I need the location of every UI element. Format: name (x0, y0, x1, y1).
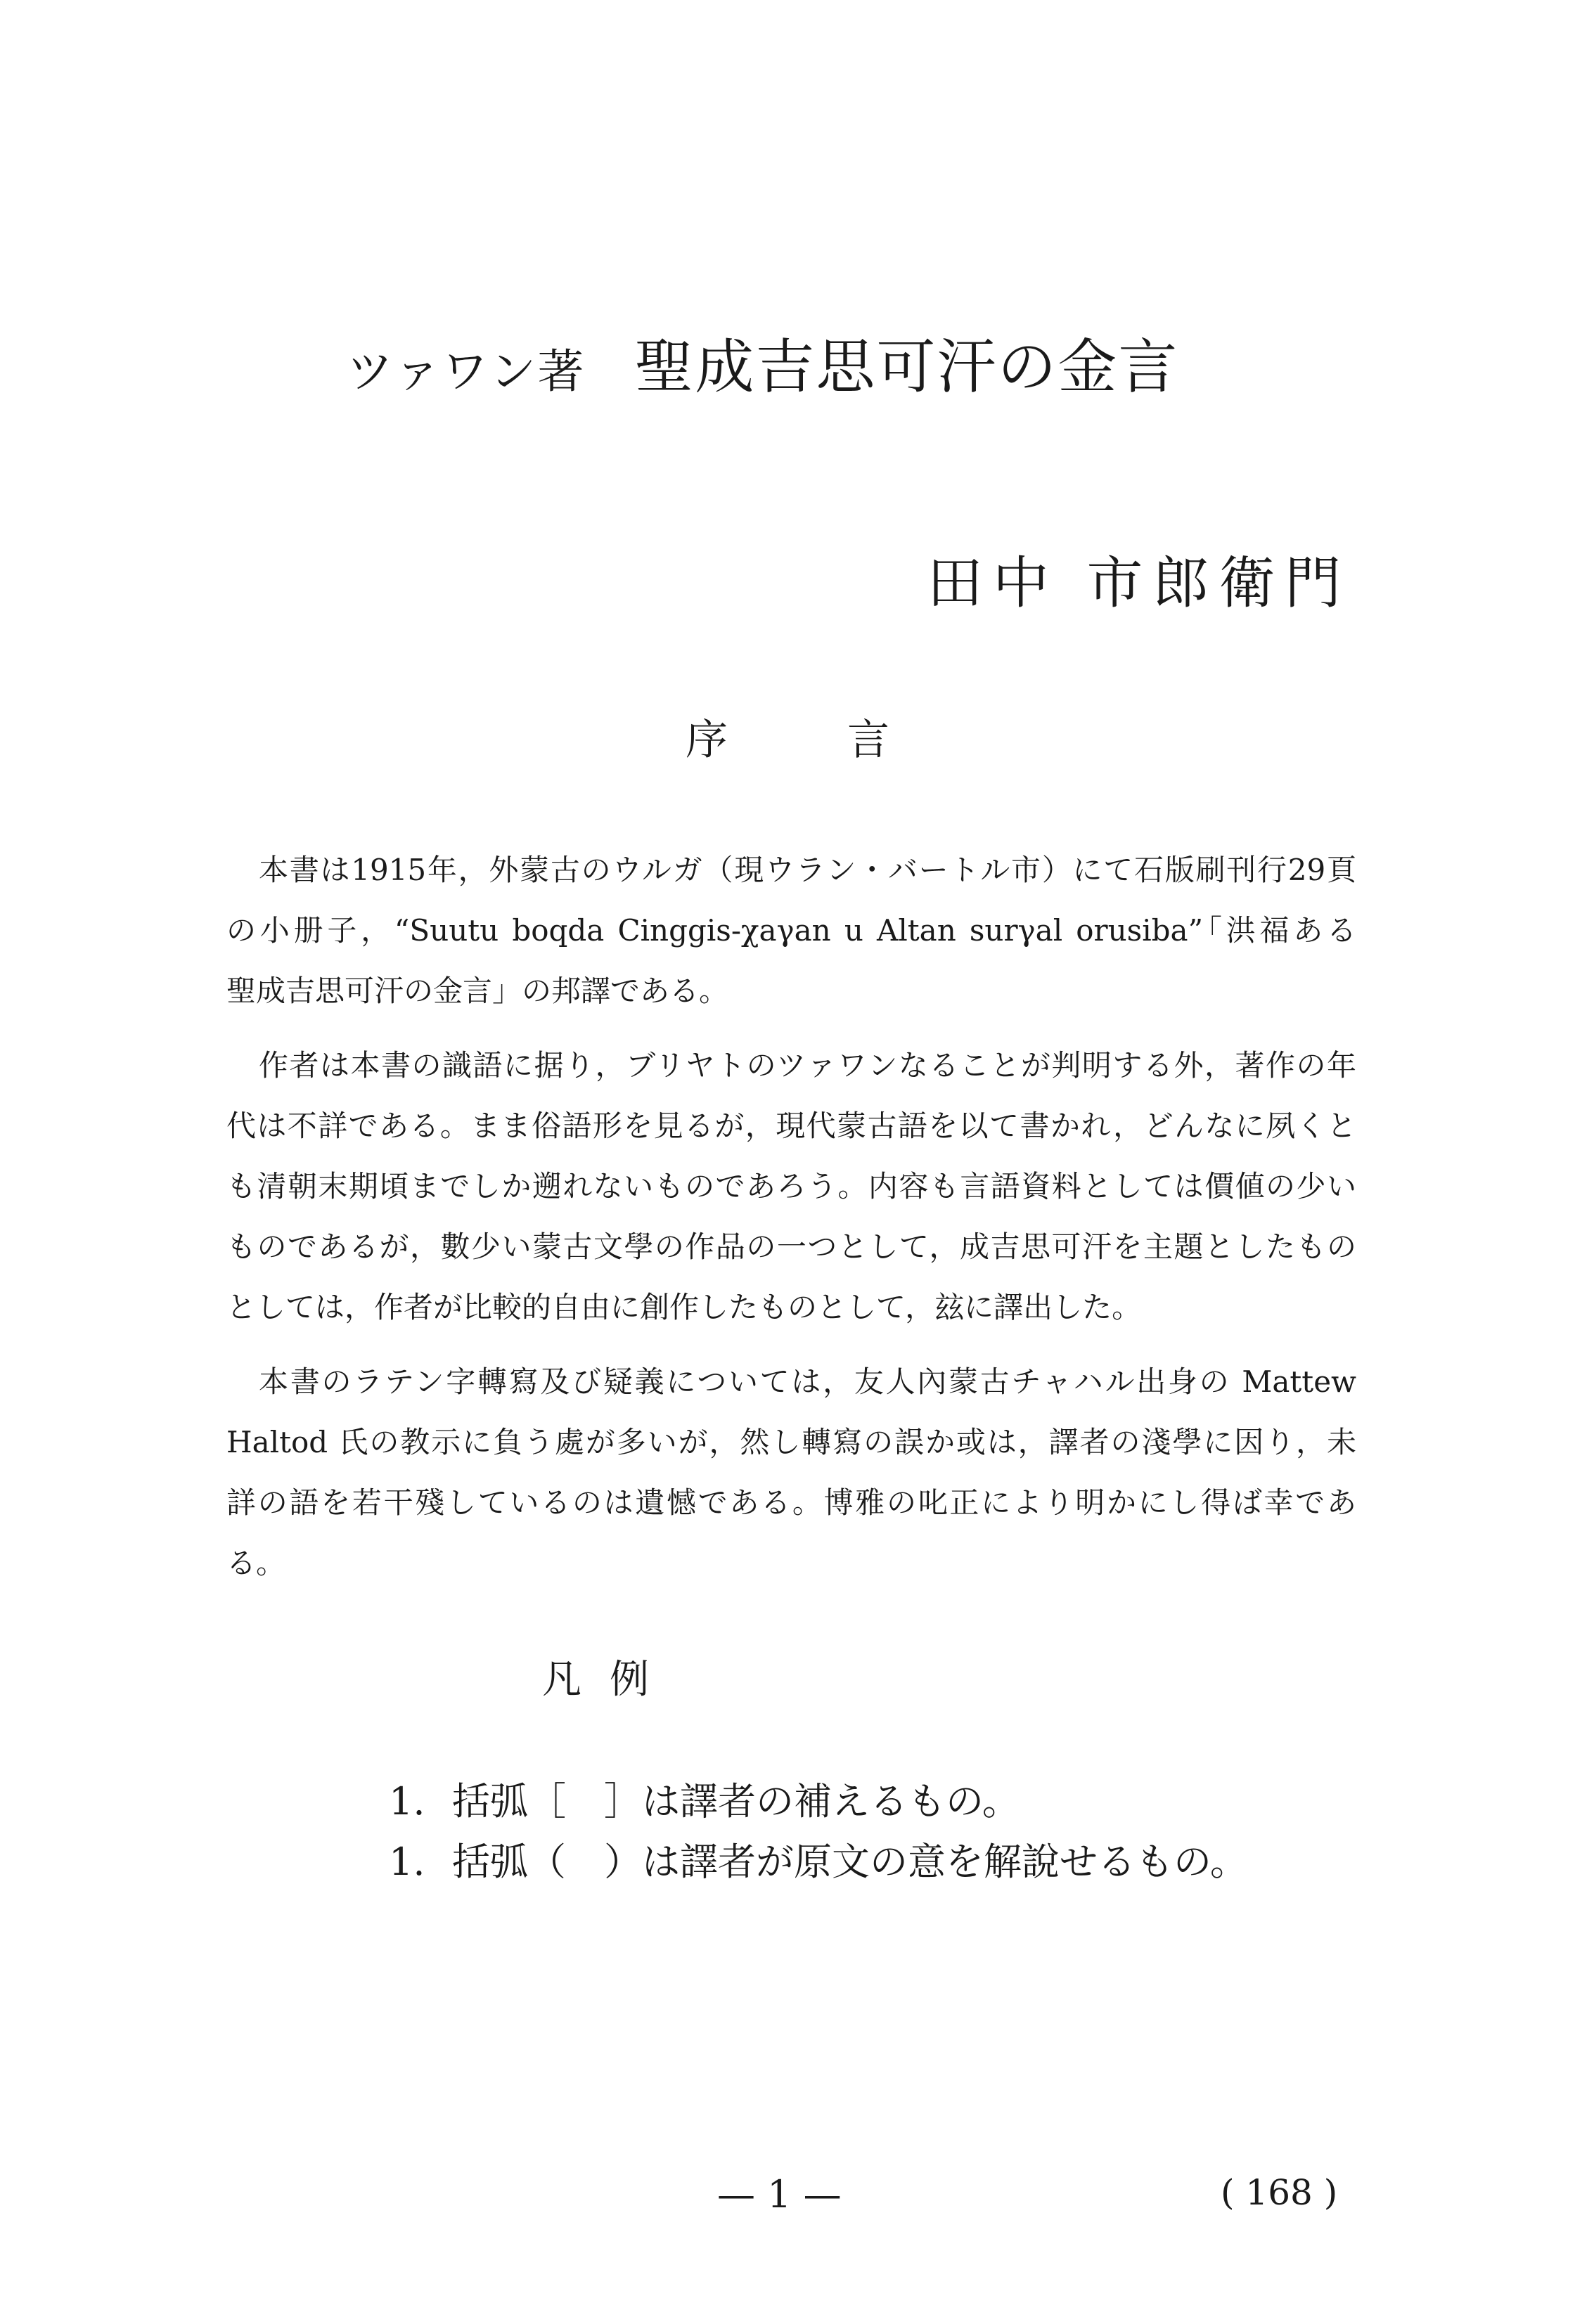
title-author-prefix: ツァワン著 (347, 344, 586, 399)
convention-text: 括弧［ ］は譯者の補えるもの。 (452, 1779, 1020, 1823)
title-main: 聖成吉思可汗の金言 (634, 333, 1179, 401)
convention-text: 括弧（ ）は譯者が原文の意を解說せるもの。 (452, 1840, 1248, 1884)
convention-number: 1. (389, 1840, 425, 1884)
convention-item (389, 1832, 1248, 1886)
preface-paragraph (226, 1035, 1356, 1338)
text-line: としては，作者が比較的自由に創作したものとして，玆に譯出した。 (226, 1290, 1142, 1324)
text-line: 代は不詳である。まま俗語形を見るが，現代蒙古語を以て書かれ，どんなに夙くと (226, 1109, 1356, 1143)
preface-paragraph (226, 840, 1356, 1021)
text-line: 詳の語を若干殘しているのは遺憾である。博雅の叱正により明かにし得ば幸であ (226, 1485, 1356, 1520)
text-line: ものであるが，數少い蒙古文學の作品の一つとして，成吉思可汗を主題としたもの (226, 1229, 1356, 1264)
convention-item (389, 1771, 1020, 1826)
article-title (347, 320, 1178, 405)
text-line: の小册子，“Suutu boqda Cinggis-χaγan u Altan surγal orusiba”「洪福ある (226, 913, 1356, 948)
original-page-number: ( 168 ) (1221, 2172, 1338, 2213)
text-line: も清朝末期頃までしか遡れないものであろう。内容も言語資料としては價値の少い (226, 1169, 1356, 1203)
preface-heading: 序言 (686, 716, 1009, 765)
preface-paragraph (226, 1352, 1356, 1594)
page-number: — 1 — (717, 2172, 842, 2216)
convention-number: 1. (389, 1779, 425, 1823)
author-name: 田中 市郎衛門 (927, 550, 1351, 616)
text-line: る。 (226, 1546, 286, 1580)
text-line: 作者は本書の識語に据り，ブリヤトのツァワンなることが判明する外，著作の年 (259, 1048, 1356, 1083)
text-line: 本書のラテン字轉寫及び疑義については，友人內蒙古チャハル出身の Mattew (259, 1364, 1356, 1399)
text-line: 聖成吉思可汗の金言」の邦譯である。 (226, 974, 729, 1008)
text-line: Haltod 氏の教示に負う處が多いが，然し轉寫の誤か或は，譯者の淺學に因り，未 (226, 1425, 1356, 1459)
text-line: 本書は1915年，外蒙古のウルガ（現ウラン・バートル市）にて石版刷刊行29頁 (259, 853, 1356, 887)
conventions-heading: 凡例 (542, 1657, 677, 1703)
preface-body (226, 840, 1356, 1594)
